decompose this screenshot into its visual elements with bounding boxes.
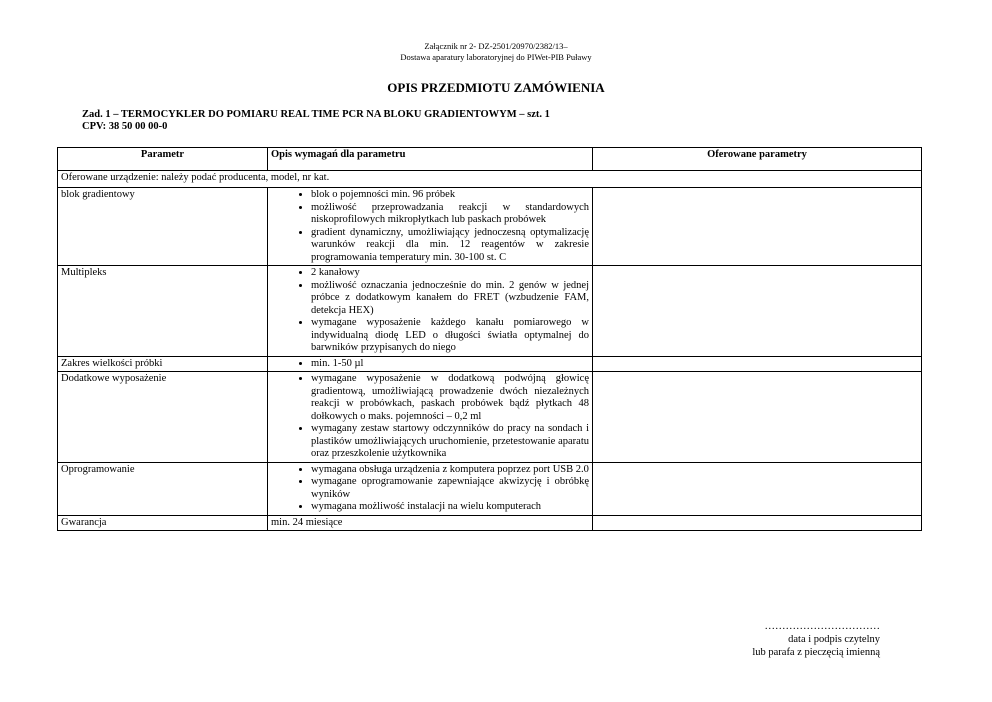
list-item: • wymagana obsługa urządzenia z komputera poprzez port USB 2.0 <box>311 464 589 477</box>
requirements-list <box>271 189 589 264</box>
offered-cell[interactable] <box>593 515 922 531</box>
page-title: OPIS PRZEDMIOTU ZAMÓWIENIA <box>387 80 605 95</box>
table-row <box>58 515 922 531</box>
header-line-1: Załącznik nr 2- DZ-2501/20970/2382/13– <box>424 41 568 51</box>
list-item: • 2 kanałowy <box>311 267 589 280</box>
requirements-table <box>57 147 922 531</box>
requirements-cell <box>268 372 593 463</box>
list-item: • blok o pojemności min. 96 próbek <box>311 189 589 202</box>
table-header-row <box>58 148 922 171</box>
header-oferowane: Oferowane parametry <box>593 148 922 171</box>
offered-cell[interactable] <box>593 356 922 372</box>
requirements-list <box>271 358 589 371</box>
signature-block <box>752 620 880 659</box>
table-row <box>58 188 922 266</box>
table-row <box>58 266 922 357</box>
requirements-cell <box>268 356 593 372</box>
table-body <box>58 188 922 531</box>
offered-cell[interactable] <box>593 372 922 463</box>
signature-line-2: lub parafa z pieczęcią imienną <box>752 647 880 658</box>
requirements-cell: min. 24 miesiące <box>268 515 593 531</box>
param-cell: Oprogramowanie <box>58 462 268 515</box>
device-cell: Oferowane urządzenie: należy podać producenta, model, nr kat. <box>58 171 922 188</box>
param-cell: Gwarancja <box>58 515 268 531</box>
list-item: • wymagane oprogramowanie zapewniające akwizycję i obróbkę wyników <box>311 476 589 501</box>
offered-cell[interactable] <box>593 266 922 357</box>
param-cell: Dodatkowe wyposażenie <box>58 372 268 463</box>
table-row <box>58 372 922 463</box>
requirements-cell <box>268 266 593 357</box>
document-header <box>0 41 992 63</box>
task-heading <box>82 109 550 133</box>
list-item: • możliwość oznaczania jednocześnie do min. 2 genów w jednej próbce z dodatkowym kanałem do FRET (wzbudzenie FAM, detekcja HEX) <box>311 280 589 318</box>
requirements-list <box>271 373 589 461</box>
list-item: • wymagana możliwość instalacji na wielu komputerach <box>311 501 589 514</box>
offered-cell[interactable] <box>593 188 922 266</box>
requirements-cell <box>268 188 593 266</box>
param-cell: Multipleks <box>58 266 268 357</box>
table-row <box>58 356 922 372</box>
list-item: • gradient dynamiczny, umożliwiający jednoczesną optymalizację warunków reakcji dla min. 12 reagentów w zakresie programowania temperatury min. 30-100 st. C <box>311 227 589 265</box>
device-row <box>58 171 922 188</box>
requirements-cell <box>268 462 593 515</box>
task-title: Zad. 1 – TERMOCYKLER DO POMIARU REAL TIME PCR NA BLOKU GRADIENTOWYM – szt. 1 <box>82 109 550 120</box>
param-cell: Zakres wielkości próbki <box>58 356 268 372</box>
signature-dots: …………………………… <box>764 621 880 632</box>
header-opis: Opis wymagań dla parametru <box>268 148 593 171</box>
list-item: • wymagane wyposażenie każdego kanału pomiarowego w indywidualną diodę LED o długości światła optymalnej do barwników przypisanych do niego <box>311 317 589 355</box>
list-item: • wymagane wyposażenie w dodatkową podwójną głowicę gradientową, umożliwiającą prowadzenie dwóch niezależnych reakcji w probówkach, paskach probówek bądź płytkach 48 dołkowych o maks. pojemności – 0,2 ml <box>311 373 589 423</box>
header-line-2: Dostawa aparatury laboratoryjnej do PIWet-PIB Puławy <box>400 52 592 62</box>
list-item: • min. 1-50 µl <box>311 358 589 371</box>
header-parametr: Parametr <box>58 148 268 171</box>
requirements-list <box>271 464 589 514</box>
list-item: • wymagany zestaw startowy odczynników do pracy na sondach i plastików umożliwiających uruchomienie, przetestowanie aparatu oraz przeszkolenie użytkownika <box>311 423 589 461</box>
requirements-list <box>271 267 589 355</box>
offered-cell[interactable] <box>593 462 922 515</box>
table-row <box>58 462 922 515</box>
cpv-code: CPV: 38 50 00 00-0 <box>82 121 168 132</box>
signature-line-1: data i podpis czytelny <box>788 634 880 645</box>
list-item: • możliwość przeprowadzania reakcji w standardowych niskoprofilowych mikropłytkach lub paskach probówek <box>311 202 589 227</box>
param-cell: blok gradientowy <box>58 188 268 266</box>
